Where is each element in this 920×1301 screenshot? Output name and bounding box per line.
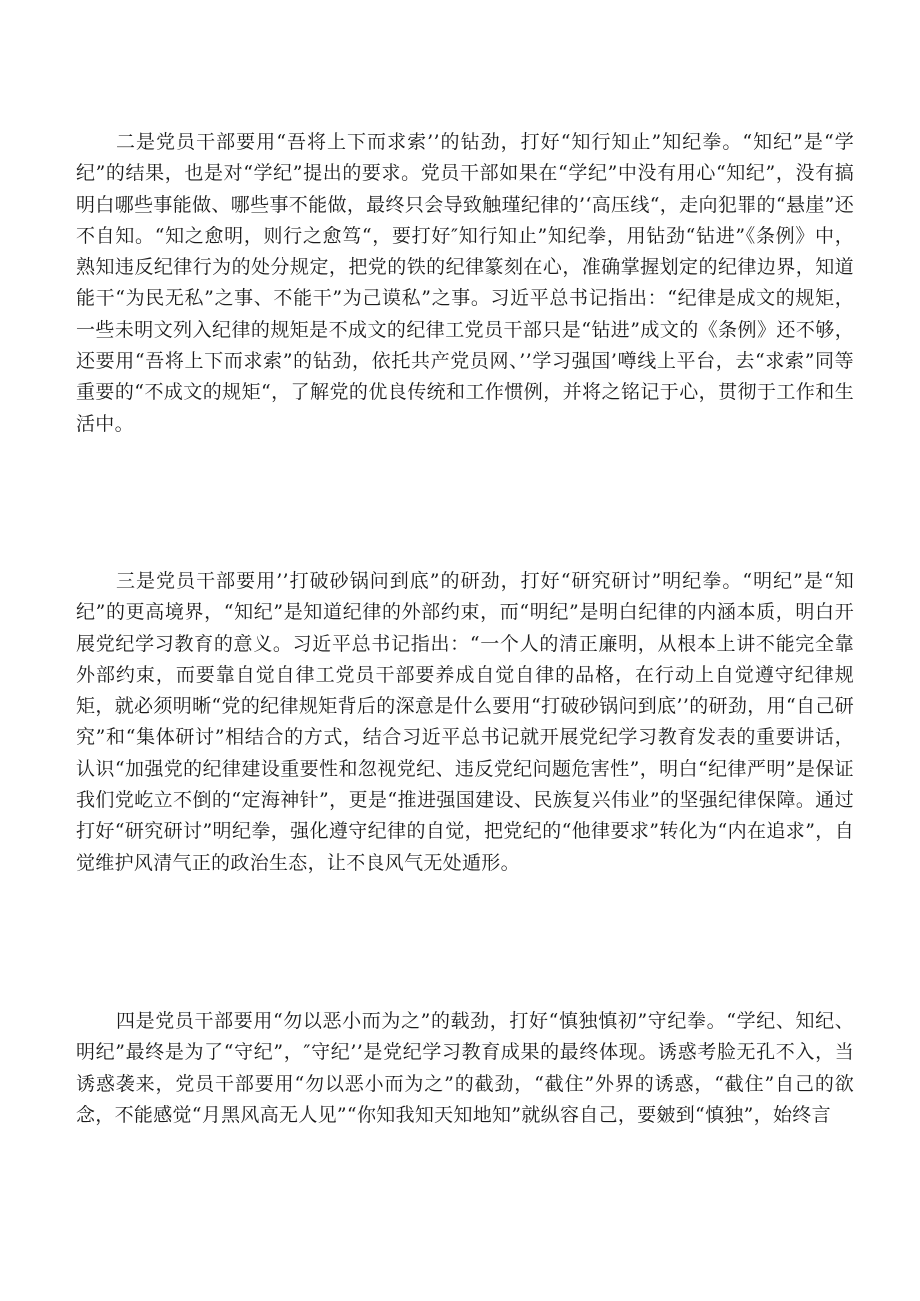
paragraph-knowing-discipline: 二是党员干部要用“吾将上下而求索’’的钻劲，打好“知行知止”知纪拳。“知纪”是“学纪”的结果，也是对“学纪”提出的要求。党员干部如果在“学纪”中没有用心“知纪”，没有搞明白哪些事能做、哪些事不能做，最终只会导致触瑾纪律的’‘高压线“，走向犯罪的“悬崖”还不自知。“知之愈明，则行之愈笃“，要打好″知行知止”知纪拳，用钻劲“钻进”《条例》中，熟知违反纪律行为的处分规定，把党的铁的纪律篆刻在心，准确掌握划定的纪律边界，知道能干“为民无私”之事、不能干”为己谟私”之事。习近平总书记指出：“纪律是成文的规矩，一些未明文列入纪律的规矩是不成文的纪律工党员干部只是“钻进”成文的《条例》还不够，还要用“吾将上下而求索”的钻劲，依托共产党员网、’’学习强国’噂线上平台，去“求索”同等重要的“不成文的规矩“，了解党的优良传统和工作惯例，并将之铭记于心，贯彻于工作和生活中。 <box>76 131 854 435</box>
paragraph-keeping-discipline: 四是党员干部要用“勿以恶小而为之”的载劲，打好“慎独慎初”守纪拳。“学纪、知纪、明纪”最终是为了“守纪”，″守纪’’是党纪学习教育成果的最终体现。诱惑考脸无孔不入，当诱惑袭来，党员干部要用“勿以恶小而为之”的截劲，“截住”外界的诱惑，“截住”自己的欲念，不能感觉“月黑风高无人见”“你知我知天知地知”就纵容自己，要皴到“慎独”，始终言 <box>76 1010 854 1126</box>
paragraph-understanding-discipline: 三是党员干部要用’’打破砂锅问到底”的研劲，打好“研究研讨”明纪拳。“明纪”是“知纪”的更高境界，“知纪”是知道纪律的外部约束，而“明纪”是明白纪律的内涵本质，明白开展党纪学习教育的意义。习近平总书记指出：“一个人的清正廉明，从根本上讲不能完全靠外部约束，而要靠自觉自律工党员干部要养成自觉自律的品格，在行动上自觉遵守纪律规矩，就必须明晰“党的纪律规矩背后的深意是什么要用“打破砂锅问到底’’的研劲，用“自己研究”和“集体研讨”相结合的方式，结合习近平总书记就开展党纪学习教育发表的重要讲话，认识“加强党的纪律建设重要性和忽视党纪、违反党纪问题危害性”，明白“纪律严明”是保证我们党屹立不倒的“定海神针”，更是“推进强国建设、民族复兴伟业”的坚强纪律保障。通过打好“研究研讨”明纪拳，强化遵守纪律的自觉，把党纪的“他律要求”转化为“内在追求”，自觉维护风清气正的政治生态，让不良风气无处遁形。 <box>76 570 854 874</box>
